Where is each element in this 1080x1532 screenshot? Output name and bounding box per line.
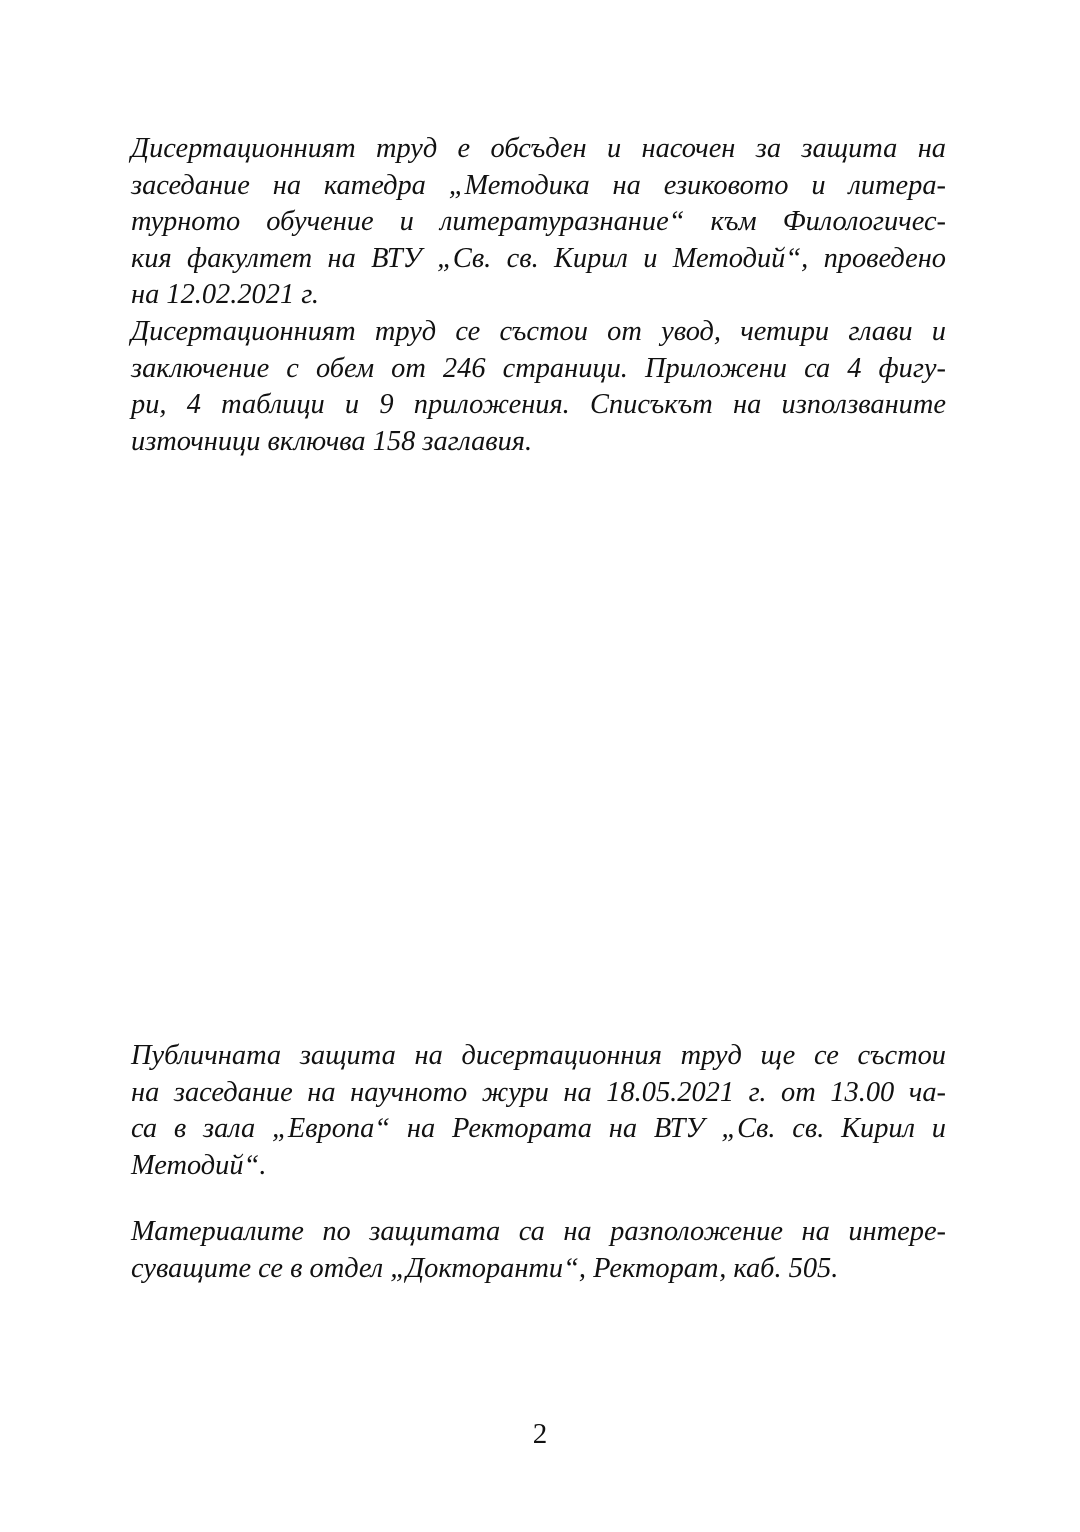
text-line: на 12.02.2021 г. bbox=[131, 279, 320, 311]
text-line: турното обучение и литературазнание“ към Филологичес- bbox=[131, 206, 946, 238]
materials-availability-paragraph bbox=[131, 1214, 946, 1287]
public-defense-paragraph bbox=[131, 1038, 946, 1184]
text-line: източници включва 158 заглавия. bbox=[131, 425, 533, 457]
text-line: Методий“. bbox=[131, 1149, 267, 1181]
dissertation-discussion-paragraph bbox=[131, 131, 946, 460]
text-line: Дисертационният труд се състои от увод, четири глави и bbox=[131, 315, 946, 347]
text-line: ри, 4 таблици и 9 приложения. Списъкът на използваните bbox=[131, 389, 946, 421]
text-line: кия факултет на ВТУ „Св. св. Кирил и Методий“, проведено bbox=[131, 242, 946, 274]
page-number: 2 bbox=[532, 1418, 548, 1450]
text-line: суващите се в отдел „Докторанти“, Ректорат, каб. 505. bbox=[131, 1252, 839, 1284]
text-line: Публичната защита на дисертационния труд ще се състои bbox=[131, 1040, 946, 1071]
text-line: на заседание на научното жури на 18.05.2021 г. от 13.00 ча- bbox=[131, 1076, 946, 1108]
text-line: са в зала „Европа“ на Ректората на ВТУ „Св. св. Кирил и bbox=[131, 1113, 946, 1145]
text-line: заседание на катедра „Методика на езиковото и литера- bbox=[131, 169, 946, 201]
text-line: Дисертационният труд е обсъден и насочен за защита на bbox=[131, 133, 946, 164]
text-line: заключение с обем от 246 страници. Приложени са 4 фигу- bbox=[131, 352, 946, 384]
text-line: Материалите по защитата са на разположение на интере- bbox=[131, 1216, 946, 1247]
